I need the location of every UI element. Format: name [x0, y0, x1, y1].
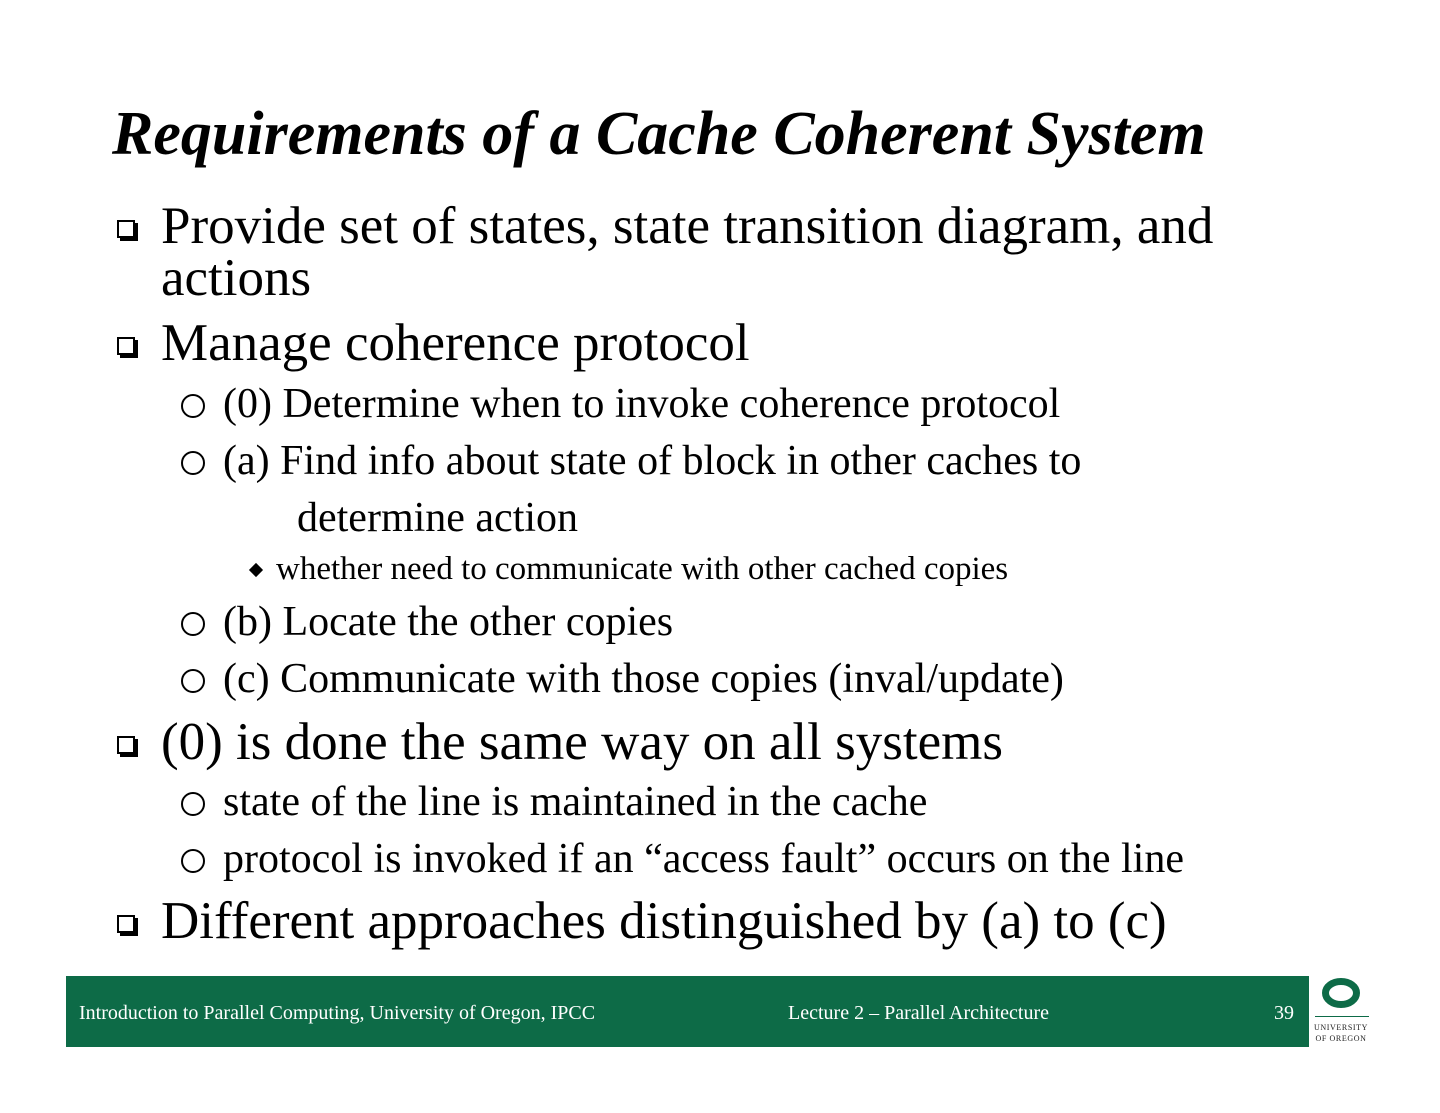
sub-bullet-state-maintained: state of the line is maintained in the cache: [223, 779, 928, 825]
page-number: 39: [1274, 1002, 1294, 1024]
square-bullet-icon: [117, 915, 135, 933]
bullet-manage: Manage coherence protocol: [161, 314, 750, 372]
circle-bullet-icon: [181, 612, 205, 636]
square-bullet-icon: [117, 736, 135, 754]
circle-bullet-icon: [181, 792, 205, 816]
sub-bullet-step-c: (c) Communicate with those copies (inval/update): [223, 656, 1064, 702]
footer-bar: [66, 976, 1309, 1047]
bullet-provide-line1: Provide set of states, state transition diagram, and: [161, 197, 1214, 255]
sub-bullet-step-a-line1: (a) Find info about state of block in other caches to: [223, 438, 1082, 484]
circle-bullet-icon: [181, 451, 205, 475]
logo-text-of-oregon: OF OREGON: [1315, 1034, 1367, 1043]
sub-bullet-step-0: (0) Determine when to invoke coherence protocol: [223, 381, 1061, 427]
sub-bullet-step-a-line2: determine action: [297, 495, 579, 541]
oregon-o-icon: [1322, 978, 1360, 1008]
slide-title: Requirements of a Cache Coherent System: [112, 100, 1206, 168]
sub-bullet-access-fault: protocol is invoked if an “access fault” occurs on the line: [223, 836, 1184, 882]
university-of-oregon-logo: [1311, 976, 1371, 1048]
sub-bullet-step-b: (b) Locate the other copies: [223, 599, 674, 645]
logo-text-university: UNIVERSITY: [1314, 1023, 1368, 1032]
circle-bullet-icon: [181, 849, 205, 873]
diamond-bullet-icon: [249, 563, 263, 577]
footer-lecture: Lecture 2 – Parallel Architecture: [788, 1002, 1049, 1024]
square-bullet-icon: [117, 220, 135, 238]
footer-course: Introduction to Parallel Computing, University of Oregon, IPCC: [79, 1002, 596, 1024]
square-bullet-icon: [117, 337, 135, 355]
circle-bullet-icon: [181, 394, 205, 418]
bullet-provide-line2: actions: [161, 249, 312, 307]
sub-sub-bullet-step-a-detail: whether need to communicate with other cached copies: [276, 551, 1009, 587]
circle-bullet-icon: [181, 669, 205, 693]
bullet-different: Different approaches distinguished by (a) to (c): [161, 892, 1167, 950]
bullet-same-way: (0) is done the same way on all systems: [161, 713, 1003, 771]
logo-divider: [1315, 1016, 1369, 1017]
